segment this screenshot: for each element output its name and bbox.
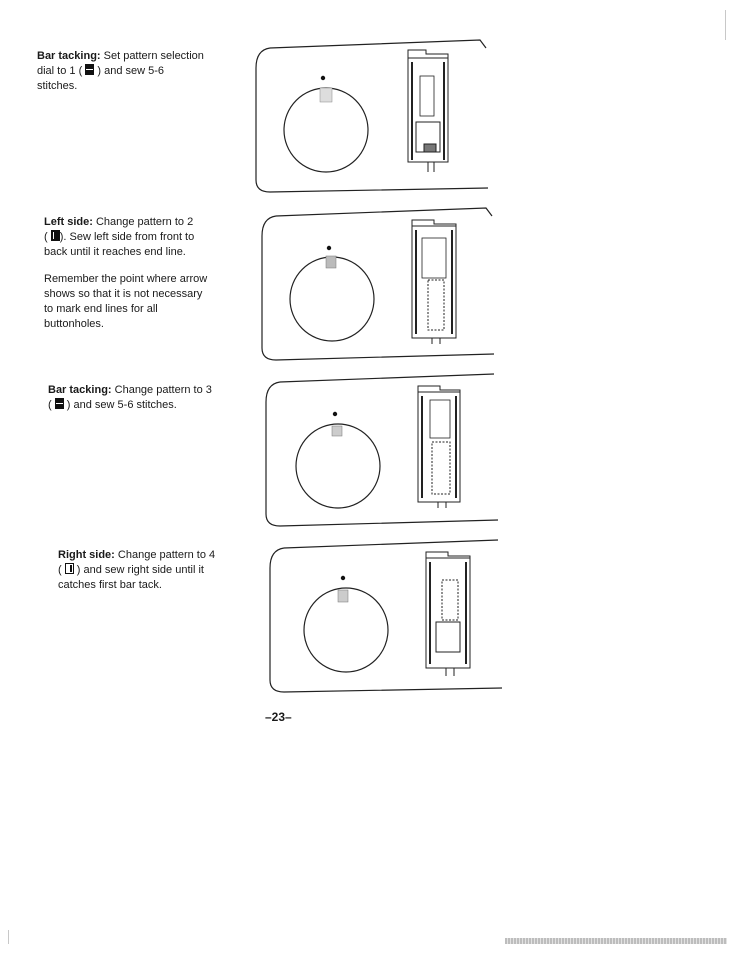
step-2-line2b: ). Sew left side from front to <box>59 231 195 243</box>
scan-edge-strip <box>505 938 727 944</box>
dial-pattern-marker <box>338 590 348 602</box>
bar-tack-icon <box>85 64 94 75</box>
pattern-dial <box>290 257 374 341</box>
page-number: –23– <box>265 710 292 724</box>
presser-foot-image <box>412 220 456 344</box>
step-2-line1: Change pattern to 2 <box>92 216 194 228</box>
step-4-title: Right side: <box>58 549 115 561</box>
illustration-panel-2 <box>254 204 498 364</box>
step-3-line1: Change pattern to 3 <box>111 384 212 396</box>
left-side-icon <box>51 230 60 241</box>
step-4-line2b: ) and sew right side until it <box>73 564 204 576</box>
step-1-line2a: dial to 1 ( <box>37 65 83 77</box>
step-2-note-line: buttonholes. <box>44 318 104 330</box>
step-2-note-line: shows so that it is not necessary <box>44 288 203 300</box>
dial-pattern-marker <box>326 256 336 268</box>
dial-indicator-dot <box>321 76 325 80</box>
dial-pattern-marker <box>320 88 332 102</box>
illustration-panel-3 <box>258 370 502 530</box>
dial-indicator-dot <box>333 412 337 416</box>
dial-pattern-marker <box>332 426 342 436</box>
step-3-line2b: ) and sew 5-6 stitches. <box>63 399 177 411</box>
step-3-line2a: ( <box>48 399 52 411</box>
illustration-panel-4 <box>262 536 506 698</box>
bar-tack-icon <box>55 398 64 409</box>
step-2-line3: back until it reaches end line. <box>44 246 186 258</box>
step-4-line3: catches first bar tack. <box>58 579 162 591</box>
step-1-title: Bar tacking: <box>37 50 101 62</box>
step-1-text <box>37 49 204 94</box>
illustration-panel-1 <box>248 36 492 196</box>
presser-foot-image <box>418 386 460 508</box>
scan-edge-mark <box>725 10 726 40</box>
right-side-icon <box>65 563 74 574</box>
step-1-line2b: ) and sew 5-6 <box>94 65 165 77</box>
presser-foot-image <box>408 50 448 172</box>
step-1-line3: stitches. <box>37 80 78 92</box>
scan-edge-mark <box>8 930 9 944</box>
step-2-text <box>44 215 207 332</box>
dial-indicator-dot <box>327 246 331 250</box>
step-3-title: Bar tacking: <box>48 384 112 396</box>
step-3-text <box>48 383 212 413</box>
dial-indicator-dot <box>341 576 345 580</box>
step-4-line2a: ( <box>58 564 62 576</box>
step-4-line1: Change pattern to 4 <box>114 549 216 561</box>
step-2-note-line: to mark end lines for all <box>44 303 158 315</box>
step-2-note-line: Remember the point where arrow <box>44 273 208 285</box>
step-4-text <box>58 548 215 593</box>
step-1-line1: Set pattern selection <box>100 50 204 62</box>
step-2-title: Left side: <box>44 216 93 228</box>
pattern-dial <box>296 424 380 508</box>
step-2-line2a: ( <box>44 231 48 243</box>
presser-foot-image <box>426 552 470 676</box>
